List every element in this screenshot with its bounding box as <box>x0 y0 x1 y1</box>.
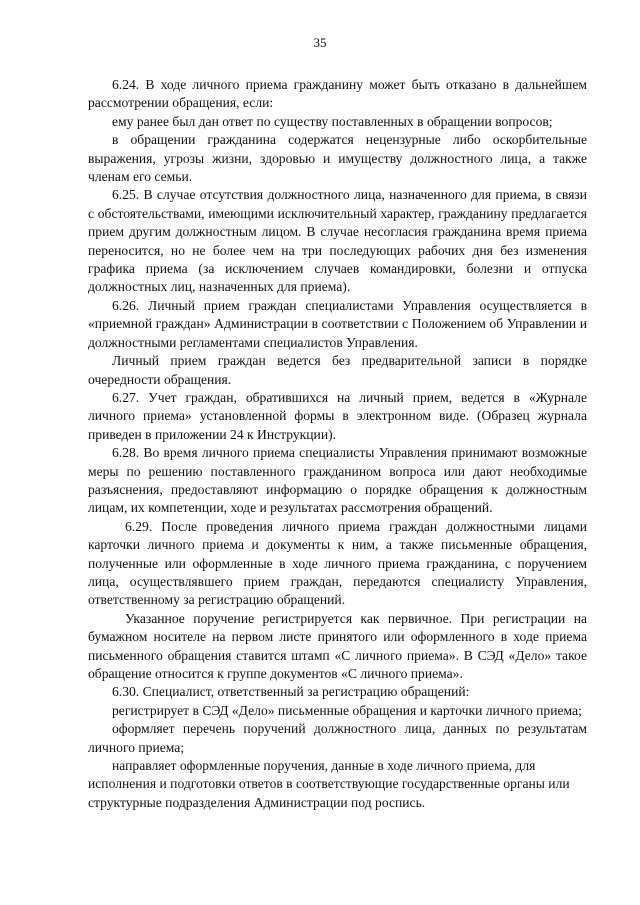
page-number: 35 <box>313 35 327 50</box>
paragraph-6-27: 6.27. Учет граждан, обратившихся на личный прием, ведется в «Журнале личного приема» установленной формы в электронном виде. (Образец журнала приведен в приложении 24 к Инструкции). <box>88 389 587 442</box>
paragraph-6-28: 6.28. Во время личного приема специалисты Управления принимают возможные меры по решению поставленного гражданином вопроса или дают необходимые разъяснения, предоставляют информацию о порядке обращения к должностным лицам, их компетенции, ходе и результатах рассмотрения обращений. <box>88 445 587 516</box>
paragraph-6-24: 6.24. В ходе личного приема гражданину может быть отказано в дальнейшем рассмотрении обращения, если: <box>88 77 587 111</box>
paragraph-no-appointment: Личный прием граждан ведется без предварительной записи в порядке очередности обращения. <box>88 353 587 387</box>
paragraph-refusal-reason-1: ему ранее был дан ответ по существу поставленных в обращении вопросов; <box>112 113 553 129</box>
paragraph-duty-forward: направляет оформленные поручения, данные в ходе личного приема, для исполнения и подготовки ответов в соответствующие государственные органы или структурные подразделения Администрации под роспись. <box>88 758 570 810</box>
paragraph-duty-register: регистрирует в СЭД «Дело» письменные обращения и карточки личного приема; <box>112 702 582 718</box>
paragraph-6-25: 6.25. В случае отсутствия должностного лица, назначенного для приема, в связи с обстоятельствами, имеющими исключительный характер, гражданину предлагается прием другим должностным лицом. В случае несогласия гражданина время приема переносится, но не более чем на три последующих рабочих дня без изменения графика приема (за исключением случаев командировки, болезни и отпуска должностных лиц, назначенных для приема). <box>88 187 587 295</box>
paragraph-6-26: 6.26. Личный прием граждан специалистами Управления осуществляется в «приемной граждан» Администрации в соответствии с Положением об Управлении и должностными регламентами специалистов Управления. <box>88 297 587 350</box>
paragraph-duty-list: оформляет перечень поручений должностного лица, данных по результатам личного приема; <box>88 721 587 755</box>
document-body <box>88 76 587 812</box>
paragraph-6-29: 6.29. После проведения личного приема граждан должностными лицами карточки личного приема и документы к ним, а также письменные обращения, полученные или оформленные в ходе личного приема гражданина, с поручением лица, осуществлявшего прием граждан, передаются специалисту Управления, ответственному за регистрацию обращений. <box>88 518 587 608</box>
paragraph-refusal-reason-2: в обращении гражданина содержатся нецензурные либо оскорбительные выражения, угрозы жизни, здоровью и имуществу должностного лица, а также членам его семьи. <box>88 132 587 185</box>
paragraph-6-30: 6.30. Специалист, ответственный за регистрацию обращений: <box>112 684 470 700</box>
paragraph-registration: Указанное поручение регистрируется как первичное. При регистрации на бумажном носителе на первом листе принятого или оформленного в ходе приема письменного обращения ставится штамп «С личного приема». В СЭД «Дело» такое обращение относится к группе документов «С личного приема». <box>88 610 587 681</box>
